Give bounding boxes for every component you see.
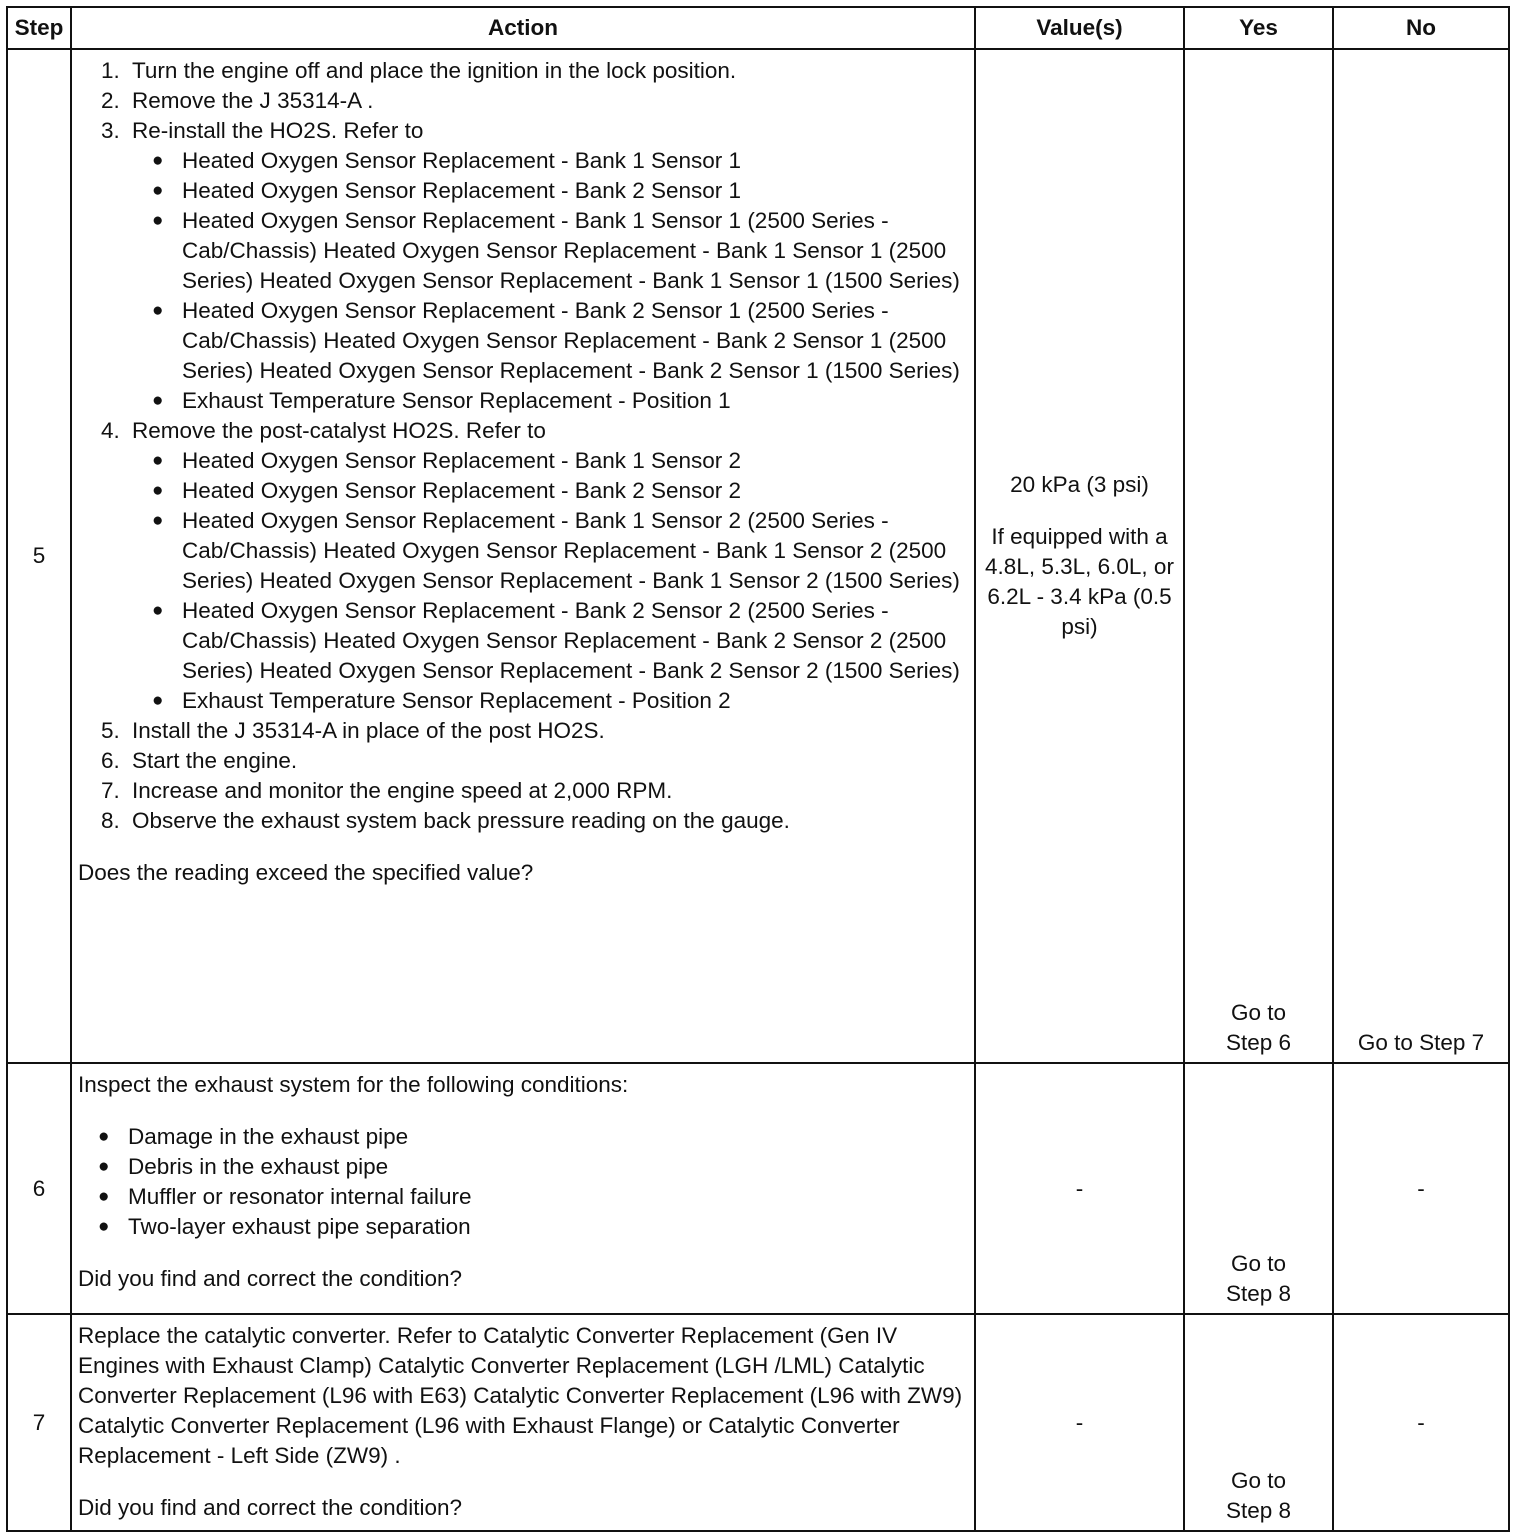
header-step: Step	[7, 7, 71, 49]
step-number: 5	[7, 49, 71, 1063]
procedure-step	[126, 716, 966, 746]
step-text: Remove the post-catalyst HO2S. Refer to	[132, 418, 546, 443]
header-yes: Yes	[1184, 7, 1333, 49]
reference-link[interactable]: ● Heated Oxygen Sensor Replacement - Bank 2 Sensor 1	[182, 176, 966, 206]
question-text: Does the reading exceed the specified value?	[78, 860, 534, 885]
procedure-steps	[78, 56, 966, 836]
header-action: Action	[71, 7, 975, 49]
procedure-step	[126, 86, 966, 116]
yes-goto-line1[interactable]: Go to	[1230, 1468, 1287, 1493]
table-row-step-6	[7, 1063, 1509, 1314]
values-cell: -	[975, 1314, 1184, 1531]
step-number: 7	[7, 1314, 71, 1531]
condition-item: ● Damage in the exhaust pipe	[128, 1122, 966, 1152]
step-text: Re-install the HO2S. Refer to	[132, 118, 424, 143]
step-number: 6	[7, 1063, 71, 1314]
header-row	[7, 7, 1509, 49]
action-cell	[71, 49, 975, 1063]
values-cell	[975, 49, 1184, 1063]
step-text: Turn the engine off and place the ignition in the lock position.	[132, 58, 737, 83]
no-cell: -	[1333, 1063, 1509, 1314]
values-cell: -	[975, 1063, 1184, 1314]
condition-item: ● Muffler or resonator internal failure	[128, 1182, 966, 1212]
condition-item: ● Two-layer exhaust pipe separation	[128, 1212, 966, 1242]
question-text: Did you find and correct the condition?	[78, 1495, 462, 1520]
reference-link[interactable]: ● Heated Oxygen Sensor Replacement - Bank 2 Sensor 2 (2500 Series - Cab/Chassis) Heated Oxygen Sensor Replacement - Bank 2 Sensor 2 (2500 Series) Heated Oxygen Sensor Replacement - Bank 2 Sensor 2 (1500 Series)	[182, 596, 966, 686]
yes-cell	[1184, 49, 1333, 1063]
reference-link[interactable]: ● Heated Oxygen Sensor Replacement - Bank 1 Sensor 1 (2500 Series - Cab/Chassis) Heated Oxygen Sensor Replacement - Bank 1 Sensor 1 (2500 Series) Heated Oxygen Sensor Replacement - Bank 1 Sensor 1 (1500 Series)	[182, 206, 966, 296]
table-row-step-7	[7, 1314, 1509, 1531]
no-goto[interactable]: Go to Step 7	[1357, 1030, 1485, 1055]
action-cell	[71, 1314, 975, 1531]
action-cell	[71, 1063, 975, 1314]
yes-goto-line1[interactable]: Go to	[1230, 1251, 1287, 1276]
instruction-text: Replace the catalytic converter. Refer to Catalytic Converter Replacement (Gen IV Engines with Exhaust Clamp) Catalytic Converter Replacement (LGH /LML) Catalytic Converter Replacement (L96 with E63) Catalytic Converter Replacement (L96 with ZW9) Catalytic Converter Replacement (L96 with Exhaust Flange) or Catalytic Converter Replacement - Left Side (ZW9) .	[78, 1323, 963, 1468]
diagnostic-table	[6, 6, 1510, 1532]
reference-link[interactable]: ● Heated Oxygen Sensor Replacement - Bank 1 Sensor 2	[182, 446, 966, 476]
value-primary: 20 kPa (3 psi)	[1010, 472, 1149, 497]
header-values: Value(s)	[975, 7, 1184, 49]
condition-list	[78, 1122, 966, 1242]
reference-list	[132, 146, 966, 416]
procedure-step	[126, 416, 966, 716]
reference-list	[132, 446, 966, 716]
yes-cell	[1184, 1314, 1333, 1531]
procedure-step	[126, 116, 966, 416]
no-cell	[1333, 49, 1509, 1063]
procedure-step	[126, 746, 966, 776]
header-no: No	[1333, 7, 1509, 49]
procedure-step	[126, 56, 966, 86]
question-text: Did you find and correct the condition?	[78, 1266, 462, 1291]
step-text: Remove the J 35314-A .	[132, 88, 374, 113]
reference-link[interactable]: ● Heated Oxygen Sensor Replacement - Bank 2 Sensor 2	[182, 476, 966, 506]
yes-goto-line2[interactable]: Step 6	[1225, 1030, 1292, 1055]
yes-goto-line2[interactable]: Step 8	[1225, 1281, 1292, 1306]
reference-link[interactable]: ● Heated Oxygen Sensor Replacement - Bank 1 Sensor 2 (2500 Series - Cab/Chassis) Heated Oxygen Sensor Replacement - Bank 1 Sensor 2 (2500 Series) Heated Oxygen Sensor Replacement - Bank 1 Sensor 2 (1500 Series)	[182, 506, 966, 596]
step-text: Start the engine.	[132, 748, 298, 773]
value-alternate: If equipped with a 4.8L, 5.3L, 6.0L, or 6.2L - 3.4 kPa (0.5 psi)	[985, 524, 1174, 639]
yes-goto-line2[interactable]: Step 8	[1225, 1498, 1292, 1523]
reference-link[interactable]: ● Exhaust Temperature Sensor Replacement - Position 1	[182, 386, 966, 416]
procedure-step	[126, 776, 966, 806]
step-text: Increase and monitor the engine speed at 2,000 RPM.	[132, 778, 673, 803]
reference-link[interactable]: ● Heated Oxygen Sensor Replacement - Bank 1 Sensor 1	[182, 146, 966, 176]
step-text: Install the J 35314-A in place of the post HO2S.	[132, 718, 605, 743]
reference-link[interactable]: ● Heated Oxygen Sensor Replacement - Bank 2 Sensor 1 (2500 Series - Cab/Chassis) Heated Oxygen Sensor Replacement - Bank 2 Sensor 1 (2500 Series) Heated Oxygen Sensor Replacement - Bank 2 Sensor 1 (1500 Series)	[182, 296, 966, 386]
table-row-step-5	[7, 49, 1509, 1063]
condition-item: ● Debris in the exhaust pipe	[128, 1152, 966, 1182]
yes-goto-line1[interactable]: Go to	[1230, 1000, 1287, 1025]
reference-link[interactable]: ● Exhaust Temperature Sensor Replacement - Position 2	[182, 686, 966, 716]
procedure-step	[126, 806, 966, 836]
step-text: Observe the exhaust system back pressure reading on the gauge.	[132, 808, 790, 833]
instruction-text: Inspect the exhaust system for the following conditions:	[78, 1072, 629, 1097]
yes-cell	[1184, 1063, 1333, 1314]
no-cell: -	[1333, 1314, 1509, 1531]
